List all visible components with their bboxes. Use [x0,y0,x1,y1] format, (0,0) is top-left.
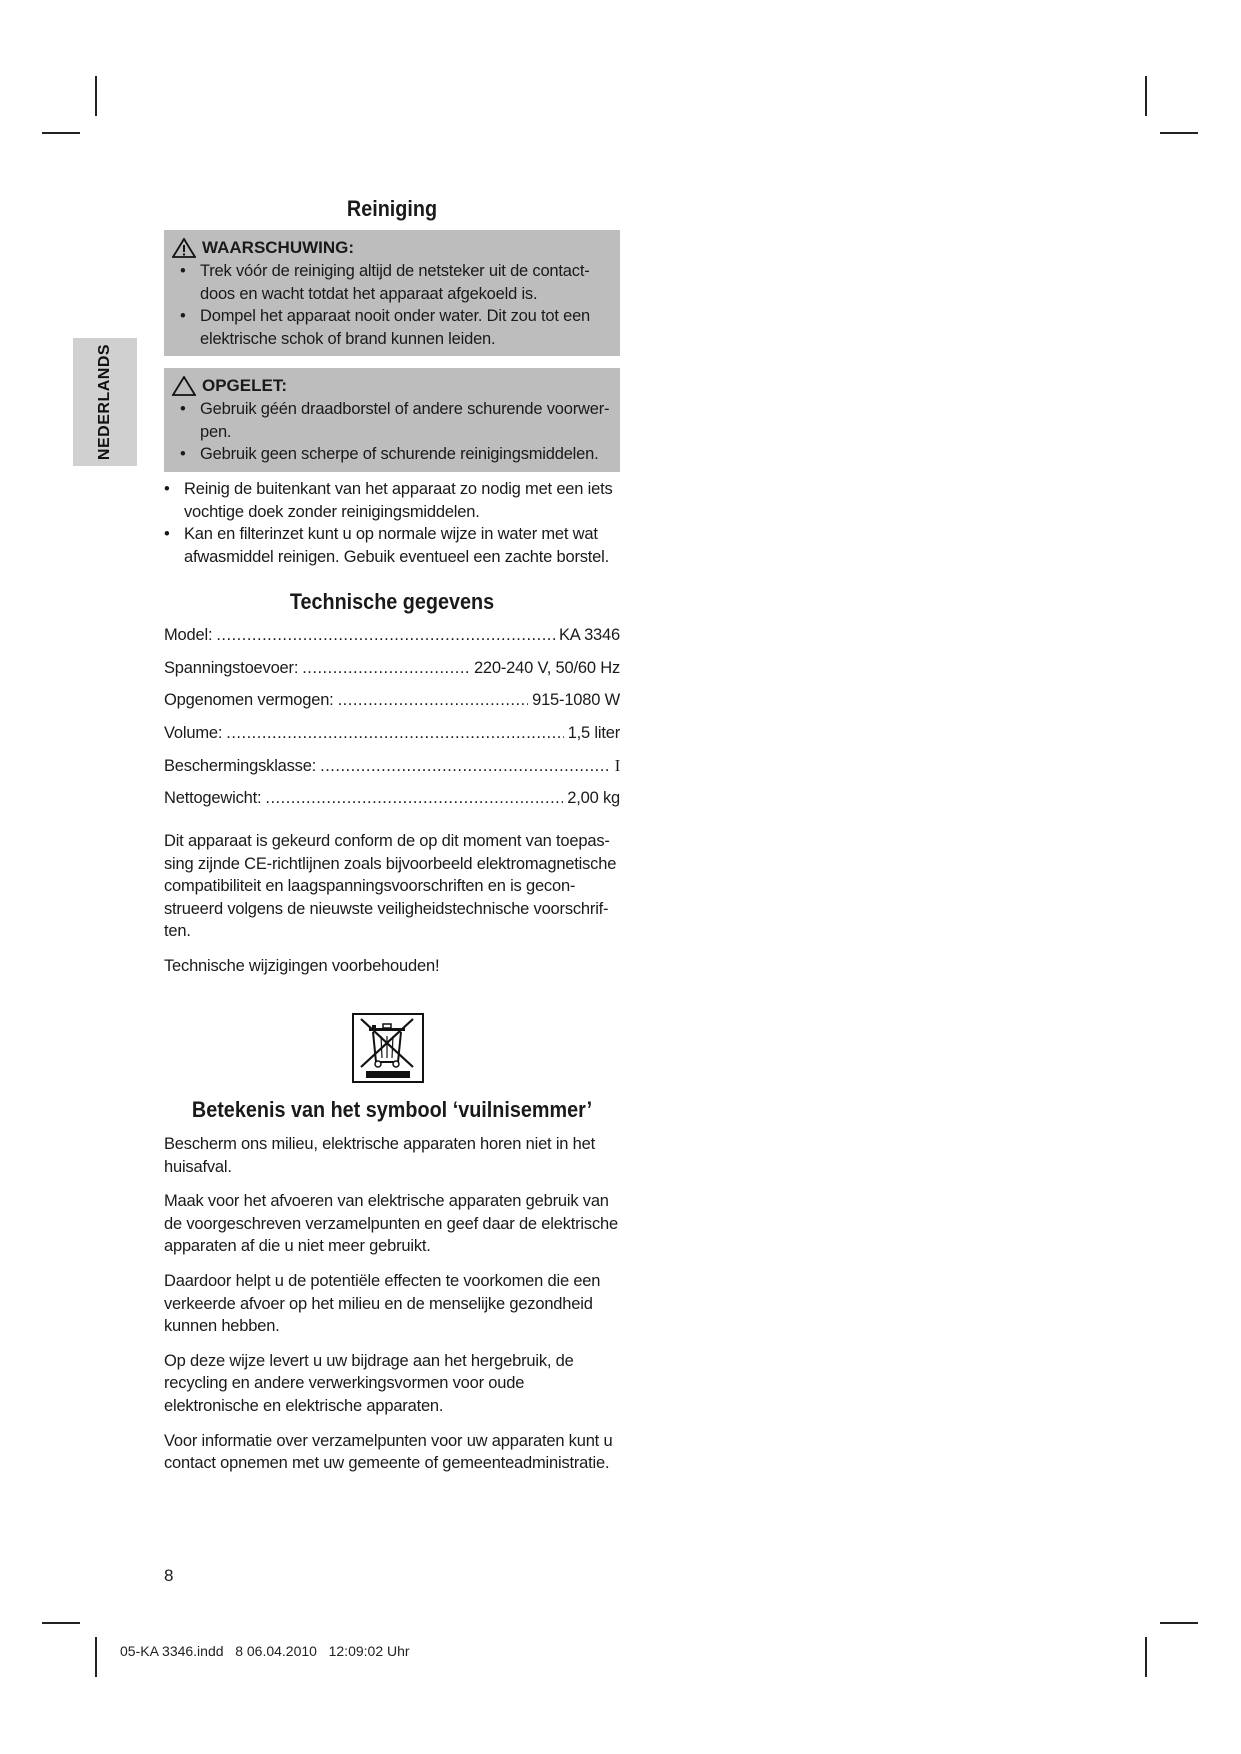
list-item: • Dompel het apparaat nooit onder water. Dit zou tot een elektrische schok of brand kunnen leiden. [172,305,610,350]
caution-box [164,368,620,472]
disposal-paragraph: Daardoor helpt u de potentiële effecten te voorkomen die een verkeerde afvoer op het milieu en de menselijke gezondheid kunnen hebben. [164,1271,601,1336]
crop-mark [95,76,97,116]
crop-mark [95,1637,97,1677]
spec-row-power: Opgenomen vermogen: ..... 915-1080 W [164,691,620,724]
spec-row-volume: Volume: ..... 1,5 liter [164,724,620,757]
crop-mark [1160,132,1198,134]
crop-mark [1160,1622,1198,1624]
crop-mark [42,132,80,134]
disposal-text [164,1133,620,1487]
cleaning-heading: Reiniging [346,196,438,221]
disposal-heading: Betekenis van het symbool ‘vuilnisemmer’ [191,1097,593,1122]
list-item: • Trek vóór de reiniging altijd de netsteker uit de contact- doos en wacht totdat het apparaat afgekoeld is. [172,260,610,305]
disposal-paragraph: Maak voor het afvoeren van elektrische apparaten gebruik van de voorgeschreven verzamelpunten en geef daar de elektrische apparaten af die u niet meer gebruikt. [164,1192,618,1256]
caution-list [172,398,610,466]
warning-title-text: WAARSCHUWING: [202,238,355,257]
page-number: 8 [164,1566,174,1585]
cleaning-list [156,478,620,568]
conformity-text: Dit apparaat is gekeurd conform de op dit moment van toepas- sing zijnde CE-richtlijnen zoals bijvoorbeeld elektromagnetische compatibiliteit en laagspanningsvoorschriften en is gecon- strueerd volgens de nieuwste veiligheidstechnische voorschrif- ten. [164,832,617,941]
caution-title-text: OPGELET: [202,376,288,395]
technical-note: Technische wijzigingen voorbehouden! [164,956,440,975]
list-item: • Gebruik geen scherpe of schurende reinigingsmiddelen. [172,443,610,466]
print-slug: 05-KA 3346.indd 8 06.04.2010 12:09:02 Uhr [120,1643,410,1659]
disposal-paragraph: Op deze wijze levert u uw bijdrage aan het hergebruik, de recycling en andere verwerkingsvormen voor oude elektronische en elektrische apparaten. [164,1351,574,1415]
warning-title [172,238,610,258]
spec-row-power-supply: Spanningstoevoer: ..... 220-240 V, 50/60 Hz [164,659,620,692]
list-item: • Reinig de buitenkant van het apparaat zo nodig met een iets vochtige doek zonder reinigingsmiddelen. [156,478,620,523]
crop-mark [1145,1637,1147,1677]
tech-section [164,589,620,615]
warning-triangle-icon [172,238,196,258]
list-item: • Kan en filterinzet kunt u op normale wijze in water met wat afwasmiddel reinigen. Gebuik eventueel een zachte borstel. [156,523,620,568]
warning-box [164,230,620,356]
disposal-paragraph: Voor informatie over verzamelpunten voor uw apparaten kunt u contact opnemen met uw gemeente of gemeenteadministratie. [164,1431,613,1473]
warning-list [172,260,610,350]
cleaning-section [164,196,620,222]
spec-table [164,626,620,821]
disposal-section [164,1097,620,1123]
crossed-out-bin-icon [352,1013,424,1083]
cleaning-list-wrap [164,478,620,568]
language-tab [73,338,137,466]
tech-heading: Technische gegevens [289,589,495,614]
spec-row-protection-class: Beschermingsklasse: ..... I [164,756,620,789]
caution-title [172,376,610,396]
spec-row-net-weight: Nettogewicht: ..... 2,00 kg [164,789,620,822]
list-item: • Gebruik géén draadborstel of andere schurende voorwer- pen. [172,398,610,443]
conformity-block [164,830,620,990]
spec-row-model: Model: ..... KA 3346 [164,626,620,659]
crop-mark [1145,76,1147,116]
disposal-paragraph: Bescherm ons milieu, elektrische apparaten horen niet in het huisafval. [164,1135,595,1176]
crop-mark [42,1622,80,1624]
caution-triangle-icon [172,376,196,396]
language-tab-label: NEDERLANDS [96,343,113,461]
